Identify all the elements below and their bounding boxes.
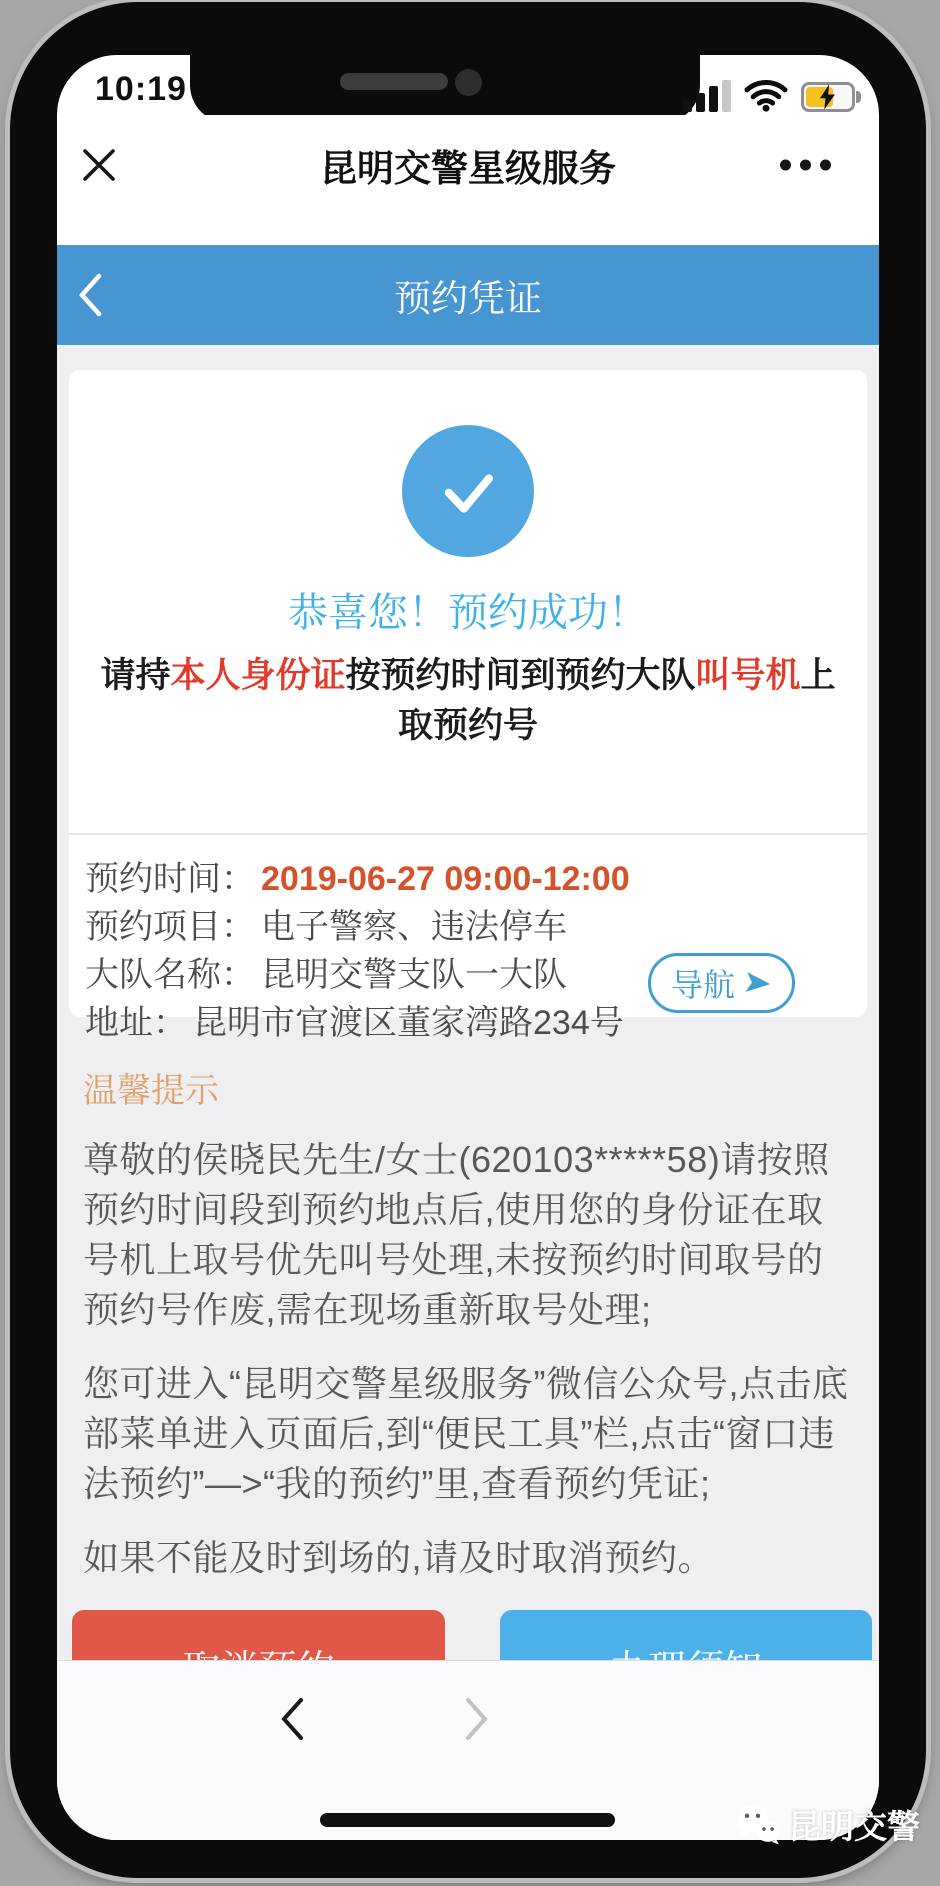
detail-label: 大队名称： xyxy=(85,956,255,994)
success-section xyxy=(69,425,867,835)
navigate-button-label: 导航 xyxy=(670,967,735,1003)
signal-strength-icon xyxy=(683,78,731,114)
tips-paragraph: 如果不能及时到场的,请及时取消预约。 xyxy=(83,1537,715,1578)
more-menu-icon[interactable] xyxy=(780,160,831,171)
tips-section xyxy=(57,1069,879,1583)
tips-paragraph: 尊敬的侯晓民先生/女士(620103*****58)请按照预约时间段到预约地点后,使用您的身份证在取号机上取号优先叫号处理,未按预约时间取号的预约号作废,需在现场重新取号处理; xyxy=(83,1139,830,1330)
detail-label: 地址： xyxy=(85,1004,187,1042)
page-title: 预约凭证 xyxy=(394,278,542,319)
notice-text xyxy=(69,651,867,751)
detail-label: 预约项目： xyxy=(85,908,255,946)
status-time: 10:19 xyxy=(95,70,187,108)
wifi-icon xyxy=(744,78,788,112)
browser-forward-icon[interactable] xyxy=(460,1696,494,1742)
phone-screen xyxy=(57,55,879,1840)
battery-charging-icon xyxy=(801,82,861,112)
detail-value: 昆明市官渡区董家湾路234号 xyxy=(193,1004,624,1042)
app-bar xyxy=(57,115,879,215)
app-title: 昆明交警星级服务 xyxy=(320,148,616,189)
detail-value: 电子警察、违法停车 xyxy=(261,908,567,946)
detail-label: 预约时间： xyxy=(85,860,255,898)
tips-paragraph: 您可进入“昆明交警星级服务”微信公众号,点击底部菜单进入页面后,到“便民工具”栏,点击“窗口违法预约”—>“我的预约”里,查看预约凭证; xyxy=(83,1363,849,1504)
watermark-label: 昆明交警 xyxy=(788,1807,920,1845)
navigation-arrow-icon xyxy=(743,968,773,998)
reservation-card xyxy=(69,370,867,1042)
detail-value: 2019-06-27 09:00-12:00 xyxy=(261,860,630,898)
notice-part: 请持 xyxy=(100,656,171,695)
status-icons xyxy=(683,78,861,114)
notice-part: 按预约时间到预约大队 xyxy=(345,656,696,695)
front-camera xyxy=(455,69,482,96)
success-title: 恭喜您！预约成功！ xyxy=(288,591,648,635)
notch xyxy=(190,55,700,123)
browser-back-icon[interactable] xyxy=(275,1696,309,1742)
wechat-logo-icon xyxy=(735,1803,781,1845)
detail-row-time xyxy=(85,855,851,903)
lightning-bolt-icon xyxy=(820,84,835,110)
success-check-icon xyxy=(402,425,534,557)
detail-row-project xyxy=(85,903,851,951)
notice-emphasis: 本人身份证 xyxy=(170,656,346,695)
tips-title: 温馨提示 xyxy=(83,1072,219,1110)
page-header xyxy=(57,245,879,345)
watermark xyxy=(735,1798,920,1850)
home-indicator[interactable] xyxy=(320,1813,615,1827)
notice-part: 上取预约号 xyxy=(397,656,836,745)
detail-value: 昆明交警支队一大队 xyxy=(261,956,567,994)
reservation-details xyxy=(69,835,867,1047)
speaker-grille xyxy=(340,73,448,90)
notice-emphasis: 叫号机 xyxy=(695,656,801,695)
navigate-button[interactable] xyxy=(648,953,795,1013)
